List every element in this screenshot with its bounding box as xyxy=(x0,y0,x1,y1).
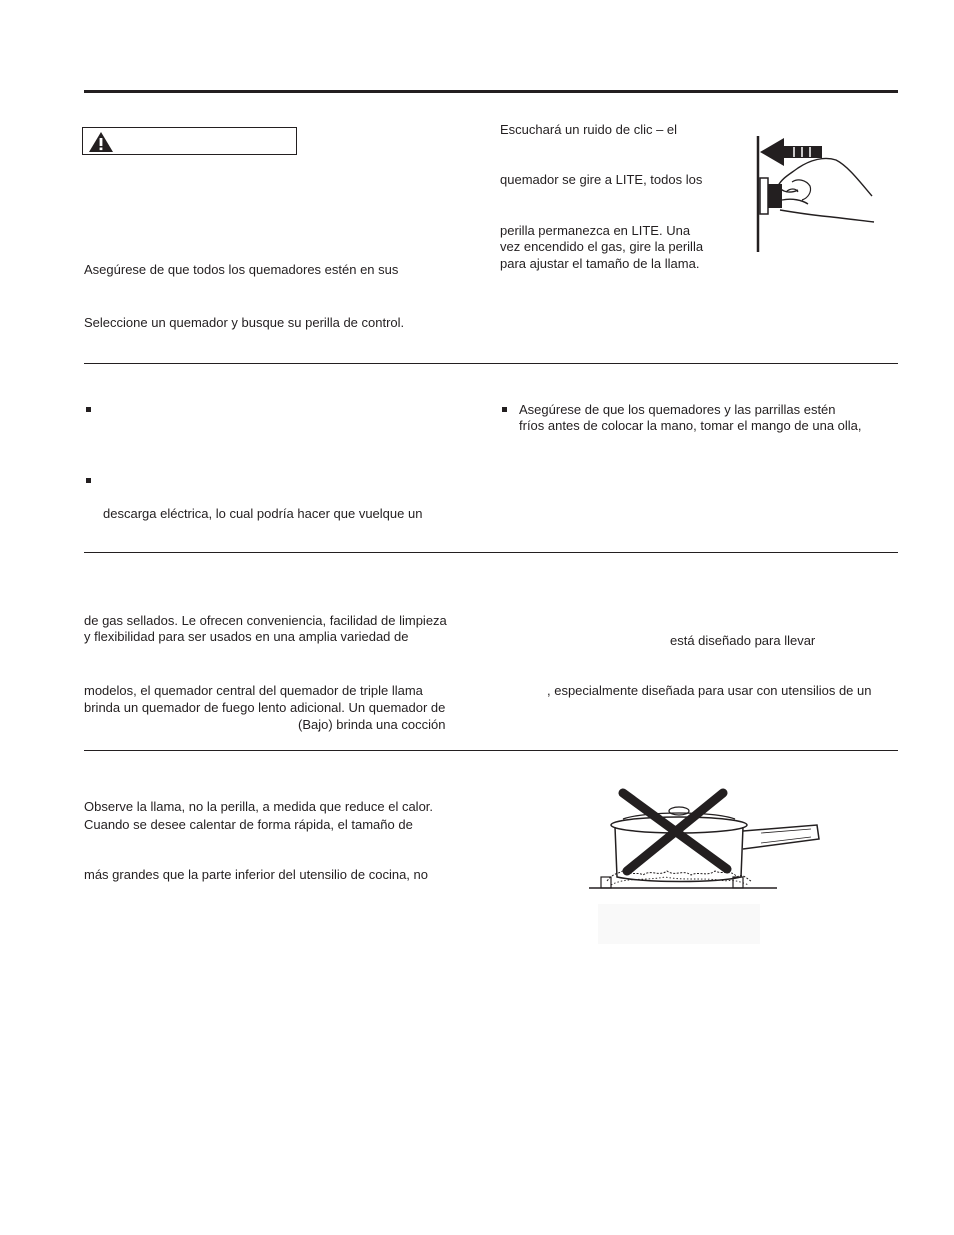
sec1-left-line-2: Seleccione un quemador y busque su perilla de control. xyxy=(84,315,405,330)
sec3-left-line-5: (Bajo) brinda una cocción xyxy=(298,717,446,732)
section-rule-3 xyxy=(84,552,898,553)
sec3-right-line-1: está diseñado para llevar xyxy=(670,633,816,648)
sec1-right-line-3: perilla permanezca en LITE. Una xyxy=(500,223,691,238)
knob-push-illustration xyxy=(752,130,877,255)
sec3-left-line-3: modelos, el quemador central del quemador de triple llama xyxy=(84,683,423,698)
sec4-left-line-3: más grandes que la parte inferior del utensilio de cocina, no xyxy=(84,867,428,882)
sec2-right-line-2: fríos antes de colocar la mano, tomar el mango de una olla, xyxy=(519,418,862,433)
sec4-left-line-1: Observe la llama, no la perilla, a medida que reduce el calor. xyxy=(84,799,434,814)
crossed-pot-flame-illustration xyxy=(585,785,830,897)
sec3-left-line-1: de gas sellados. Le ofrecen conveniencia, facilidad de limpieza xyxy=(84,613,447,628)
bullet-marker xyxy=(86,478,91,483)
top-rule xyxy=(84,90,898,93)
warning-triangle-icon xyxy=(88,131,114,153)
sec2-left-bullet2-line: descarga eléctrica, lo cual podría hacer que vuelque un xyxy=(103,506,423,521)
sec2-right-line-1: Asegúrese de que los quemadores y las parrillas estén xyxy=(519,402,836,417)
sec4-left-line-2: Cuando se desee calentar de forma rápida, el tamaño de xyxy=(84,817,413,832)
sec1-right-line-2: quemador se gire a LITE, todos los xyxy=(500,172,703,187)
sec1-left-line-1: Asegúrese de que todos los quemadores estén en sus xyxy=(84,262,399,277)
section-rule-4 xyxy=(84,750,898,751)
section-rule-2 xyxy=(84,363,898,364)
sec1-right-line-4: vez encendido el gas, gire la perilla xyxy=(500,239,704,254)
sec1-right-line-1: Escuchará un ruido de clic – el xyxy=(500,122,678,137)
sec1-right-line-5: para ajustar el tamaño de la llama. xyxy=(500,256,700,271)
figure-caption-area xyxy=(598,904,760,944)
sec3-right-line-2: , especialmente diseñada para usar con utensilios de un xyxy=(547,683,872,698)
sec3-left-line-2: y flexibilidad para ser usados en una amplia variedad de xyxy=(84,629,409,644)
sec3-left-line-4: brinda un quemador de fuego lento adicional. Un quemador de xyxy=(84,700,446,715)
warning-box xyxy=(82,127,297,155)
bullet-marker xyxy=(86,407,91,412)
bullet-marker xyxy=(502,407,507,412)
